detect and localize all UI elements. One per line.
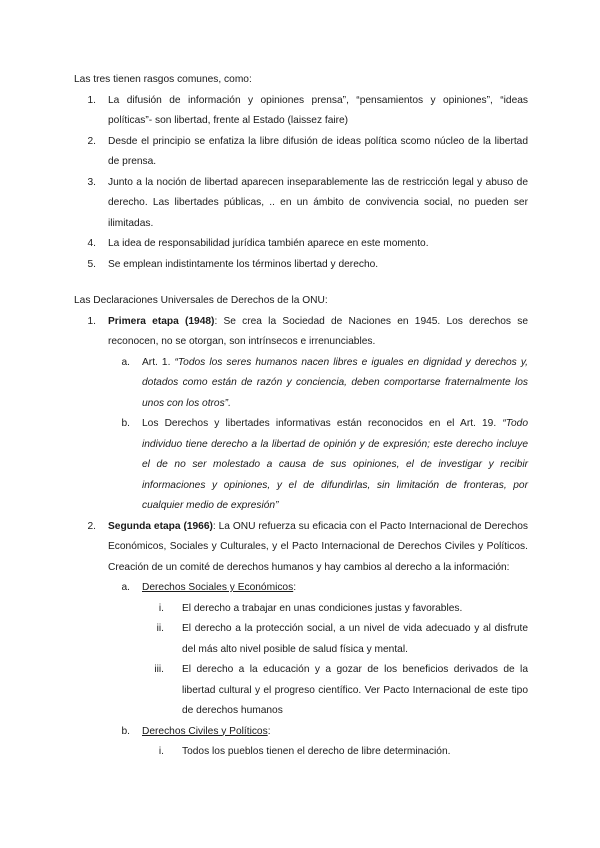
list-text: Desde el principio se enfatiza la libre difusión de ideas política scomo núcleo de la libertad de prensa. bbox=[108, 135, 528, 167]
spacer bbox=[74, 275, 528, 289]
list-text: Se emplean indistintamente los términos libertad y derecho. bbox=[108, 258, 379, 270]
list-text: El derecho a la educación y a gozar de los beneficios derivados de la libertad cultural y el progreso científico. Ver Pacto Internacional de este tipo de derechos humanos bbox=[182, 664, 528, 716]
list-letter: b. bbox=[121, 725, 130, 737]
list-item bbox=[74, 132, 528, 173]
list-text: El derecho a la protección social, a un nivel de vida adecuado y al disfrute del más alto nivel posible de salud física y mental. bbox=[182, 623, 528, 655]
list-number: 4. bbox=[87, 238, 96, 249]
list-number: 1. bbox=[87, 94, 96, 106]
list-text: La idea de responsabilidad jurídica también aparece en este momento. bbox=[108, 238, 429, 249]
list-item bbox=[74, 599, 528, 620]
list-text: La difusión de información y opiniones prensa”, “pensamientos y opiniones”, “ideas políticas”- son libertad, frente al Estado (laissez faire) bbox=[108, 94, 528, 126]
etapa-2-text: : La ONU refuerza su eficacia con el Pacto Internacional de Derechos Económicos, Sociales y Culturales, y el Pacto Internacional de Derechos Civiles y Políticos. Creación de un comité de derechos humanos y hay cambios al derecho a la información: bbox=[108, 520, 528, 573]
list-roman: i. bbox=[158, 602, 164, 614]
list-item bbox=[74, 660, 528, 722]
document-body bbox=[74, 70, 528, 763]
etapa-2-title: Segunda etapa (1966) bbox=[108, 520, 213, 532]
list-number: 1. bbox=[87, 315, 96, 327]
list-text: El derecho a trabajar en unas condiciones justas y favorables. bbox=[182, 602, 463, 614]
etapa-2 bbox=[74, 517, 528, 579]
list-number: 2. bbox=[87, 135, 96, 147]
list-item bbox=[74, 91, 528, 132]
etapa-2-subitem-a bbox=[74, 578, 528, 599]
list-item bbox=[74, 742, 528, 763]
etapa-1-subitem-a bbox=[74, 353, 528, 415]
list-item bbox=[74, 234, 528, 255]
etapa-2-subitem-b bbox=[74, 722, 528, 743]
list-roman: ii. bbox=[156, 623, 164, 634]
list-item bbox=[74, 255, 528, 276]
sub-b-heading: Derechos Civiles y Políticos bbox=[142, 725, 268, 737]
list-letter: b. bbox=[121, 418, 130, 429]
list-item bbox=[74, 619, 528, 660]
list-roman: iii. bbox=[154, 664, 164, 675]
sub-b-colon: : bbox=[267, 725, 271, 737]
etapa-1-text: : Se crea la Sociedad de Naciones en 1945. Los derechos se reconocen, no se otorgan, son intrínsecos e irrenunciables. bbox=[108, 315, 528, 347]
section1-intro: Las tres tienen rasgos comunes, como: bbox=[74, 74, 252, 85]
list-letter: a. bbox=[121, 582, 130, 593]
etapa-1 bbox=[74, 312, 528, 353]
article-19-quote: “Todo individuo tiene derecho a la libertad de opinión y de expresión; este derecho incluye el de no ser molestado a causa de sus opiniones, el de investigar y recibir informaciones y opiniones, y el de difundirlas, sin limitación de fronteras, por cualquier medio de expresión” bbox=[142, 418, 528, 511]
list-roman: i. bbox=[158, 746, 164, 757]
list-text: Junto a la noción de libertad aparecen inseparablemente las de restricción legal y abuso de derecho. Las libertades públicas, .. en un ámbito de convivencia social, no pueden ser ilimitadas. bbox=[108, 176, 528, 229]
section2-intro: Las Declaraciones Universales de Derechos de la ONU: bbox=[74, 295, 328, 306]
sub-a-colon: : bbox=[293, 582, 297, 593]
subitem-prefix: Art. 1. bbox=[142, 356, 175, 368]
list-item bbox=[74, 173, 528, 235]
list-number: 5. bbox=[87, 258, 96, 270]
etapa-1-subitem-b bbox=[74, 414, 528, 517]
subitem-prefix: Los Derechos y libertades informativas están reconocidos en el Art. 19. bbox=[142, 418, 503, 429]
etapa-1-title: Primera etapa (1948) bbox=[108, 315, 215, 327]
list-number: 2. bbox=[87, 520, 96, 532]
list-number: 3. bbox=[87, 176, 96, 188]
article-1-quote: “Todos los seres humanos nacen libres e iguales en dignidad y derechos y, dotados como están de razón y conciencia, deben comportarse fraternalmente los unos con los otros”. bbox=[142, 356, 528, 409]
list-letter: a. bbox=[121, 356, 130, 368]
list-text: Todos los pueblos tienen el derecho de libre determinación. bbox=[182, 746, 451, 757]
sub-a-heading: Derechos Sociales y Económicos bbox=[142, 582, 294, 593]
